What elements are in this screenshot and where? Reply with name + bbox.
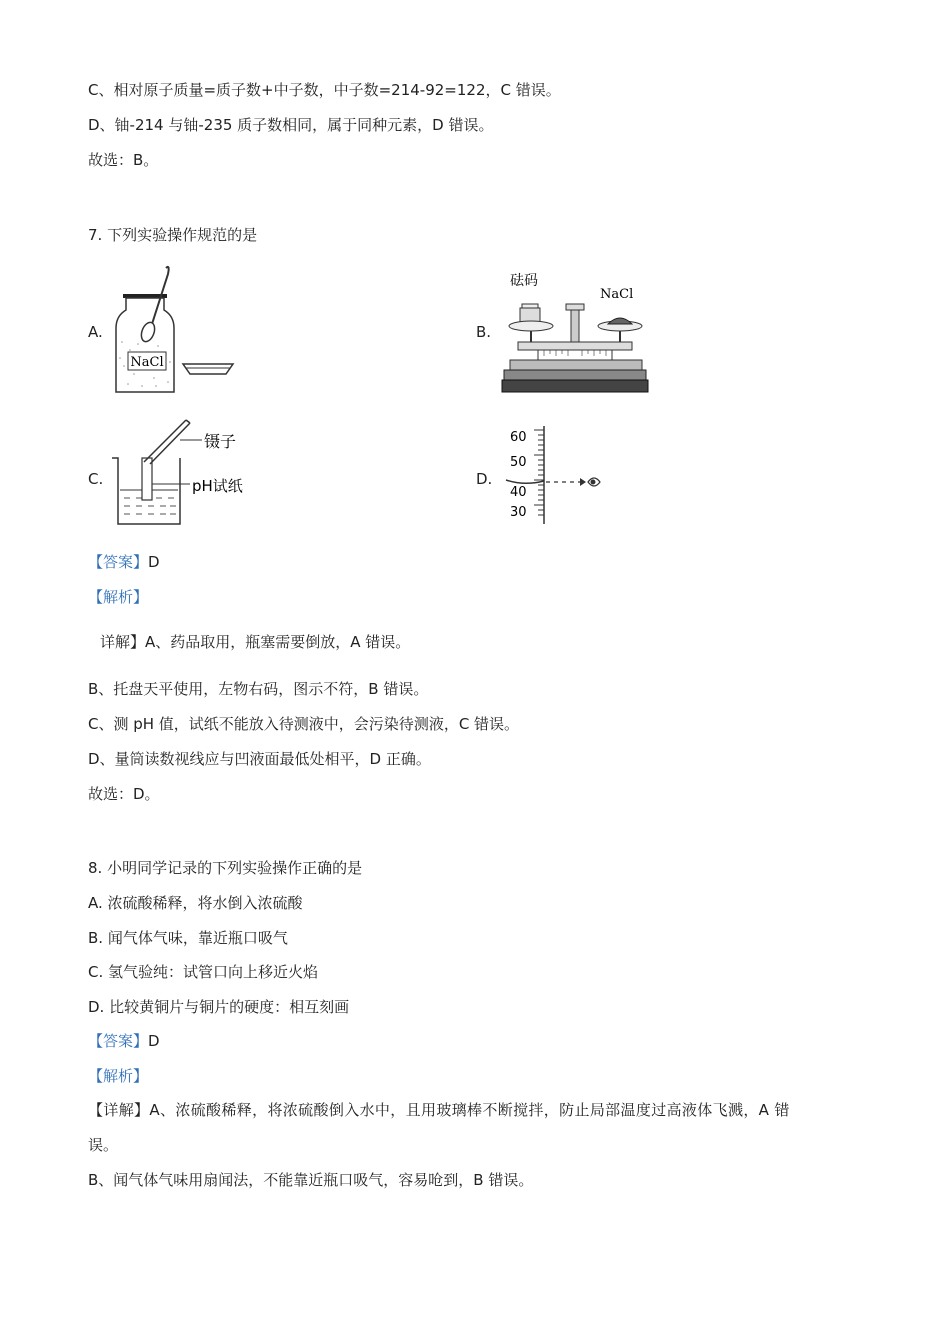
tick-30: 30 xyxy=(510,505,527,520)
q8-answer: D xyxy=(148,1032,160,1050)
q7-analysis-tag: 【解析】 xyxy=(88,588,149,606)
q7-option-d-label: D. xyxy=(476,470,493,488)
q7-figure-d-cylinder xyxy=(504,424,614,528)
nacl-balance-label-text: NaCl xyxy=(600,287,634,302)
q8-option-c: C. 氢气验纯：试管口向上移近火焰 xyxy=(88,963,319,981)
q8-option-d: D. 比较黄铜片与铜片的硬度：相互刻画 xyxy=(88,998,350,1016)
q7-figure-a-bottle xyxy=(108,262,243,397)
q7-analysis-d: D、量筒读数视线应与凹液面最低处相平，D 正确。 xyxy=(88,750,431,768)
q7-option-a-label: A. xyxy=(88,323,103,341)
q7-figure-b-balance xyxy=(500,268,650,396)
q7-detail-a: 详解】A、药品取用，瓶塞需要倒放，A 错误。 xyxy=(100,633,411,651)
q7-option-b-label: B. xyxy=(476,323,492,341)
q8-stem: 8. 小明同学记录的下列实验操作正确的是 xyxy=(88,859,363,877)
ph-paper-label-text: pH试纸 xyxy=(192,477,243,495)
q7-stem: 7. 下列实验操作规范的是 xyxy=(88,226,258,244)
q7-analysis-b: B、托盘天平使用，左物右码，图示不符，B 错误。 xyxy=(88,680,429,698)
q8-detail-line-2: 误。 xyxy=(88,1136,119,1154)
tick-40: 40 xyxy=(510,485,527,500)
tweezers-label-text: 镊子 xyxy=(204,432,237,451)
q7-answer-line xyxy=(88,552,160,572)
eye-icon xyxy=(588,478,600,486)
q7-analysis-c: C、测 pH 值，试纸不能放入待测液中，会污染待测液，C 错误。 xyxy=(88,715,520,733)
q8-answer-line xyxy=(88,1031,160,1051)
q8-option-b: B. 闻气体气味，靠近瓶口吸气 xyxy=(88,929,288,947)
weights-label-text: 砝码 xyxy=(510,273,538,289)
q8-analysis-b: B、闻气体气味用扇闻法，不能靠近瓶口吸气，容易呛到，B 错误。 xyxy=(88,1171,534,1189)
prev-analysis-d: D、铀-214 与铀-235 质子数相同，属于同种元素，D 错误。 xyxy=(88,116,494,134)
q7-option-c-label: C. xyxy=(88,470,104,488)
tick-50: 50 xyxy=(510,455,527,470)
q8-analysis-tag: 【解析】 xyxy=(88,1067,149,1085)
q7-figure-c-beaker xyxy=(108,418,258,530)
prev-analysis-c: C、相对原子质量=质子数+中子数，中子数=214-92=122，C 错误。 xyxy=(88,81,561,99)
tick-60: 60 xyxy=(510,430,527,445)
q8-option-a: A. 浓硫酸稀释，将水倒入浓硫酸 xyxy=(88,894,303,912)
nacl-label-text: NaCl xyxy=(130,355,164,370)
q8-answer-tag: 【答案】 xyxy=(88,1032,149,1050)
q8-detail-line-1: 【详解】A、浓硫酸稀释，将浓硫酸倒入水中，且用玻璃棒不断搅拌，防止局部温度过高液体飞溅，A 错 xyxy=(88,1101,790,1119)
q7-answer: D xyxy=(148,553,160,571)
q7-choice: 故选：D。 xyxy=(88,785,160,803)
prev-choice: 故选：B。 xyxy=(88,151,159,169)
q7-answer-tag: 【答案】 xyxy=(88,553,149,571)
